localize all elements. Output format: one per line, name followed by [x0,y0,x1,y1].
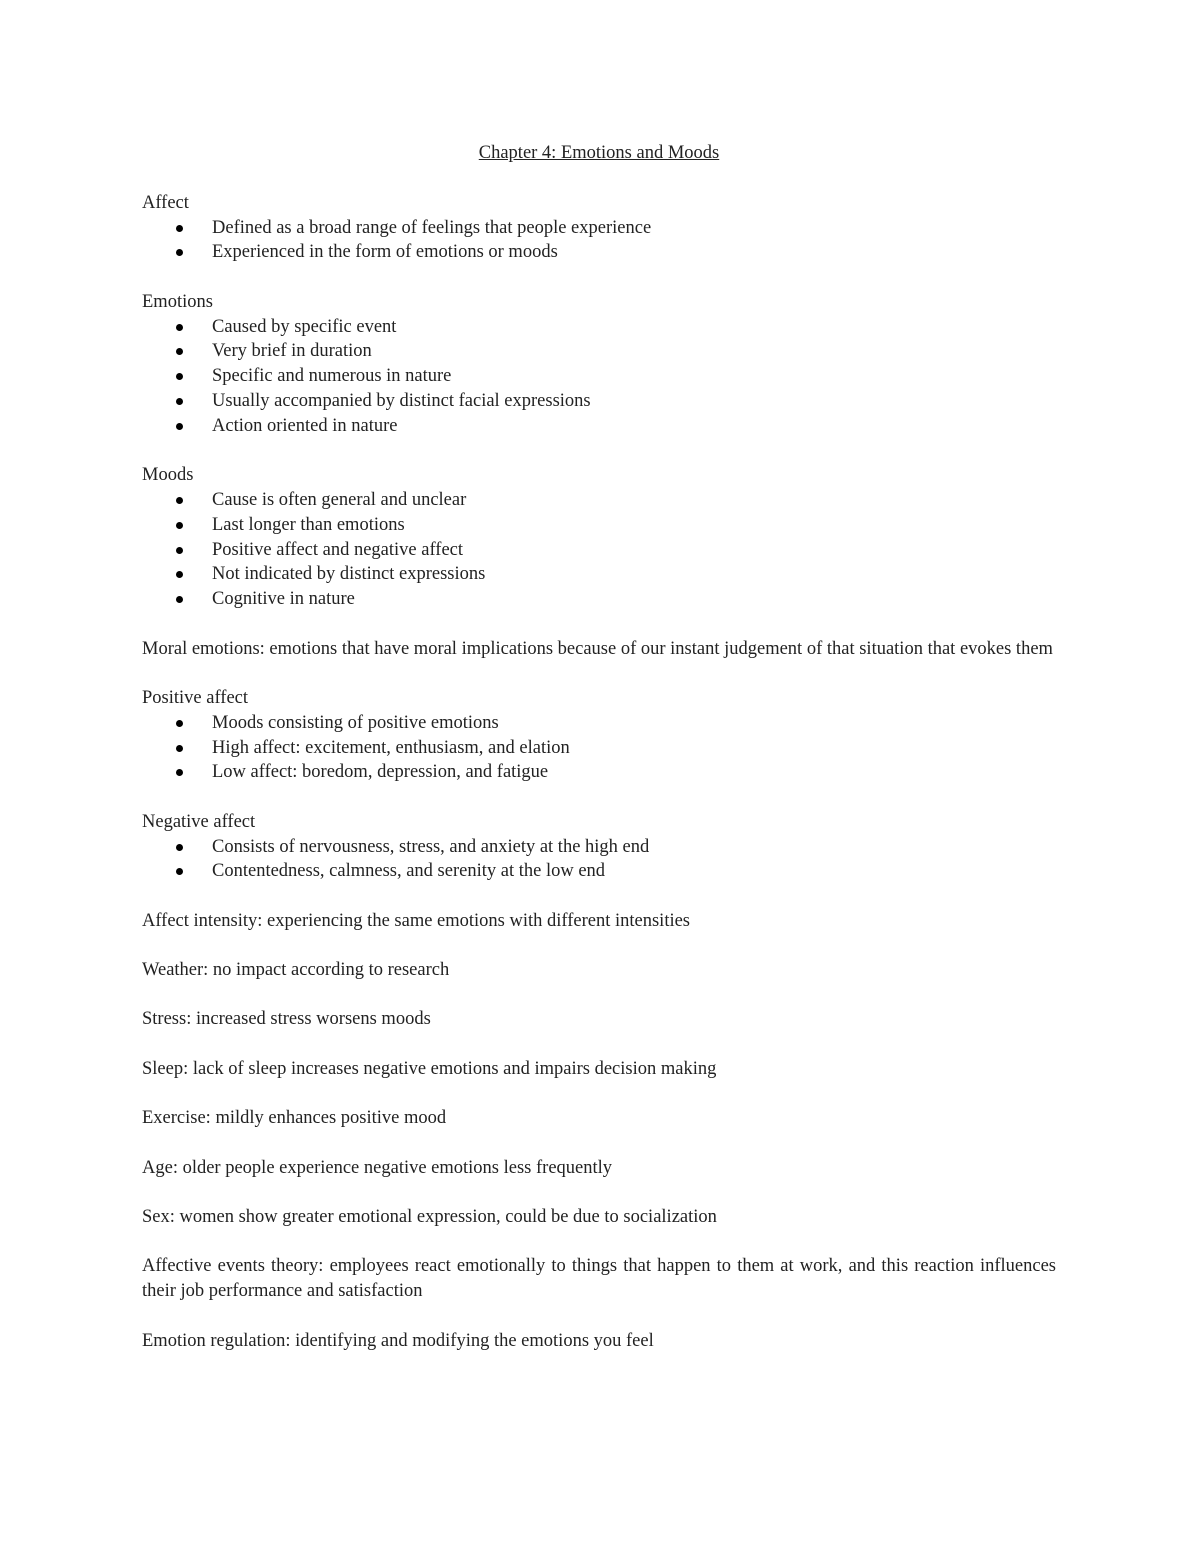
paragraph-sleep: Sleep: lack of sleep increases negative emotions and impairs decision making [142,1058,717,1079]
bullet-list [142,835,1056,885]
bullet-list [142,216,1056,266]
section-affect [142,191,1056,265]
bullet-icon [176,868,183,875]
document-page [142,141,1056,1378]
list-item: Moods consisting of positive emotions [142,711,1056,736]
paragraph-stress: Stress: increased stress worsens moods [142,1009,431,1030]
bullet-icon [176,398,183,405]
bullet-icon [176,324,183,331]
bullet-icon [176,522,183,529]
list-item: Experienced in the form of emotions or moods [142,240,1056,265]
list-item: Action oriented in nature [142,414,1056,439]
bullet-list [142,711,1056,785]
bullet-icon [176,348,183,355]
list-item: Last longer than emotions [142,513,1056,538]
list-item: Usually accompanied by distinct facial expressions [142,389,1056,414]
list-item: Not indicated by distinct expressions [142,562,1056,587]
bullet-icon [176,844,183,851]
list-item: High affect: excitement, enthusiasm, and elation [142,736,1056,761]
document-title: Chapter 4: Emotions and Moods [478,143,720,163]
section-negative-affect [142,810,1056,884]
bullet-icon [176,547,183,554]
bullet-icon [176,745,183,752]
list-item: Positive affect and negative affect [142,538,1056,563]
paragraph-emotion-regulation: Emotion regulation: identifying and modifying the emotions you feel [142,1330,654,1351]
paragraph-exercise: Exercise: mildly enhances positive mood [142,1108,447,1129]
list-item: Specific and numerous in nature [142,364,1056,389]
section-heading: Positive affect [142,687,249,708]
bullet-icon [176,225,183,232]
list-item: Caused by specific event [142,315,1056,340]
list-item: Cognitive in nature [142,587,1056,612]
paragraph-sex: Sex: women show greater emotional expression, could be due to socialization [142,1207,717,1228]
list-item: Contentedness, calmness, and serenity at the low end [142,859,1056,884]
section-heading: Affect [142,192,189,213]
bullet-list [142,488,1056,612]
section-positive-affect [142,686,1056,785]
bullet-icon [176,497,183,504]
paragraph-affect-intensity: Affect intensity: experiencing the same emotions with different intensities [142,910,691,931]
paragraph-age: Age: older people experience negative emotions less frequently [142,1157,613,1178]
section-heading: Negative affect [142,811,256,832]
section-moods [142,463,1056,612]
section-emotions [142,290,1056,439]
paragraph-moral-emotions: Moral emotions: emotions that have moral implications because of our instant judgement of that situation that evokes them [142,638,1053,659]
bullet-icon [176,720,183,727]
list-item: Consists of nervousness, stress, and anxiety at the high end [142,835,1056,860]
list-item: Very brief in duration [142,339,1056,364]
bullet-icon [176,571,183,578]
bullet-icon [176,423,183,430]
paragraph-weather: Weather: no impact according to research [142,960,450,981]
bullet-icon [176,596,183,603]
list-item: Defined as a broad range of feelings that people experience [142,216,1056,241]
list-item: Low affect: boredom, depression, and fatigue [142,760,1056,785]
bullet-list [142,315,1056,439]
list-item: Cause is often general and unclear [142,488,1056,513]
bullet-icon [176,373,183,380]
section-heading: Emotions [142,291,213,312]
bullet-icon [176,769,183,776]
bullet-icon [176,249,183,256]
paragraph-affective-events-theory: Affective events theory: employees react emotionally to things that happen to them at work, and this reaction influences their job performance and satisfaction [142,1256,1056,1302]
section-heading: Moods [142,465,194,486]
